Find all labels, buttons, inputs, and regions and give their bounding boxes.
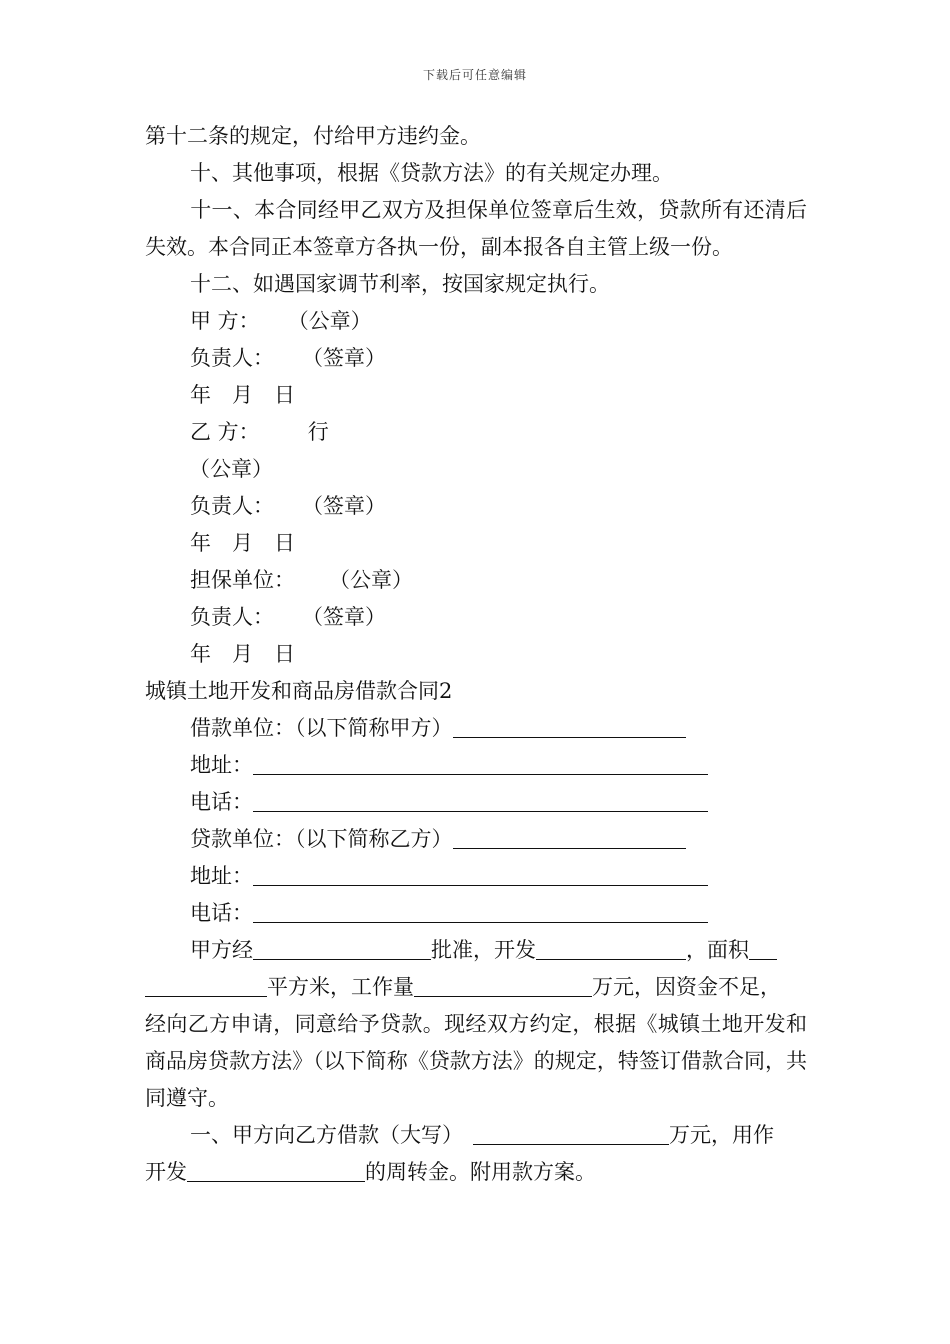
document-body: [145, 118, 807, 1191]
phone-label: 电话：: [190, 790, 253, 814]
lender-blank[interactable]: [453, 828, 686, 849]
approval-text-2: 批准，开发: [431, 938, 536, 962]
guarantor-person-line: [145, 599, 807, 636]
person-label: 负责人：: [190, 605, 274, 629]
person-label: 负责人：: [190, 346, 274, 370]
clause-11-text: 十一、本合同经甲乙双方及担保单位签章后生效，贷款所有还清后失效。本合同正本签章方各执一份，副本报各自主管上级一份。: [145, 198, 807, 259]
phone-label: 电话：: [190, 901, 253, 925]
party-a-person-line: [145, 340, 807, 377]
guarantor-date: 年 月 日: [190, 642, 295, 666]
approval-text-1: 甲方经: [190, 938, 253, 962]
address-label: 地址：: [190, 753, 253, 777]
phone-blank[interactable]: [253, 791, 708, 812]
person-sign: （签章）: [302, 494, 386, 518]
clause-1-line: [145, 1117, 807, 1154]
clause-1-text-2: 万元，用作: [669, 1123, 774, 1147]
borrower-address-line: [145, 747, 807, 784]
party-a-date: 年 月 日: [190, 383, 295, 407]
borrower-phone-line: [145, 784, 807, 821]
clause-1-text-1: 一、甲方向乙方借款（大写）: [190, 1123, 463, 1147]
party-b-bank: 行: [307, 420, 329, 444]
approval-text-3: ，面积: [686, 938, 749, 962]
party-a-seal: （公章）: [287, 309, 372, 333]
clause-1-continued: [145, 1154, 807, 1191]
approver-blank[interactable]: [253, 939, 431, 960]
development-blank[interactable]: [187, 1161, 365, 1182]
address-label: 地址：: [190, 864, 253, 888]
party-b-label: 乙 方：: [190, 420, 260, 444]
party-b-person-line: [145, 488, 807, 525]
borrower-label: 借款单位：（以下简称甲方）: [190, 716, 453, 740]
person-sign: （签章）: [302, 346, 386, 370]
guarantor-seal: （公章）: [329, 568, 413, 592]
workload-blank[interactable]: [414, 976, 592, 997]
borrower-blank[interactable]: [453, 717, 686, 738]
lender-line: [145, 821, 807, 858]
borrower-line: [145, 710, 807, 747]
area-blank-end[interactable]: [145, 976, 267, 997]
party-b-date: 年 月 日: [190, 531, 295, 555]
party-a-line: [145, 303, 807, 340]
workload-unit-text: 万元，因资金不足，: [592, 975, 781, 999]
area-workload-line: [145, 969, 807, 1006]
person-label: 负责人：: [190, 494, 274, 518]
contract-2-title: 城镇土地开发和商品房借款合同2: [145, 679, 453, 703]
lender-label: 贷款单位：（以下简称乙方）: [190, 827, 453, 851]
clause-1-text-3: 开发: [145, 1160, 187, 1184]
paragraph-line: 第十二条的规定，付给甲方违约金。: [145, 124, 481, 148]
guarantor-label: 担保单位：: [190, 568, 295, 592]
approval-line: [145, 932, 807, 969]
clause-1-text-4: 的周转金。附用款方案。: [365, 1160, 596, 1184]
loan-amount-blank[interactable]: [473, 1124, 669, 1145]
party-a-label: 甲 方：: [190, 309, 260, 333]
project-blank[interactable]: [536, 939, 686, 960]
person-sign: （签章）: [302, 605, 386, 629]
clause-12: 十二、如遇国家调节利率，按国家规定执行。: [190, 272, 610, 296]
clause-11: [145, 192, 807, 266]
lender-phone-line: [145, 895, 807, 932]
guarantor-line: [145, 562, 807, 599]
party-b-line: [145, 414, 807, 451]
agreement-paragraph: 经向乙方申请，同意给予贷款。现经双方约定，根据《城镇土地开发和商品房贷款方法》（以下简称《贷款方法》的规定，特签订借款合同，共同遵守。: [145, 1012, 807, 1110]
clause-10: 十、其他事项，根据《贷款方法》的有关规定办理。: [190, 161, 673, 185]
page-header: 下载后可任意编辑: [422, 68, 527, 82]
party-b-seal: （公章）: [189, 457, 273, 481]
area-blank-start[interactable]: [749, 939, 777, 960]
lender-address-line: [145, 858, 807, 895]
address-blank[interactable]: [253, 865, 708, 886]
area-unit-text: 平方米，工作量: [267, 975, 414, 999]
phone-blank[interactable]: [253, 902, 708, 923]
address-blank[interactable]: [253, 754, 708, 775]
